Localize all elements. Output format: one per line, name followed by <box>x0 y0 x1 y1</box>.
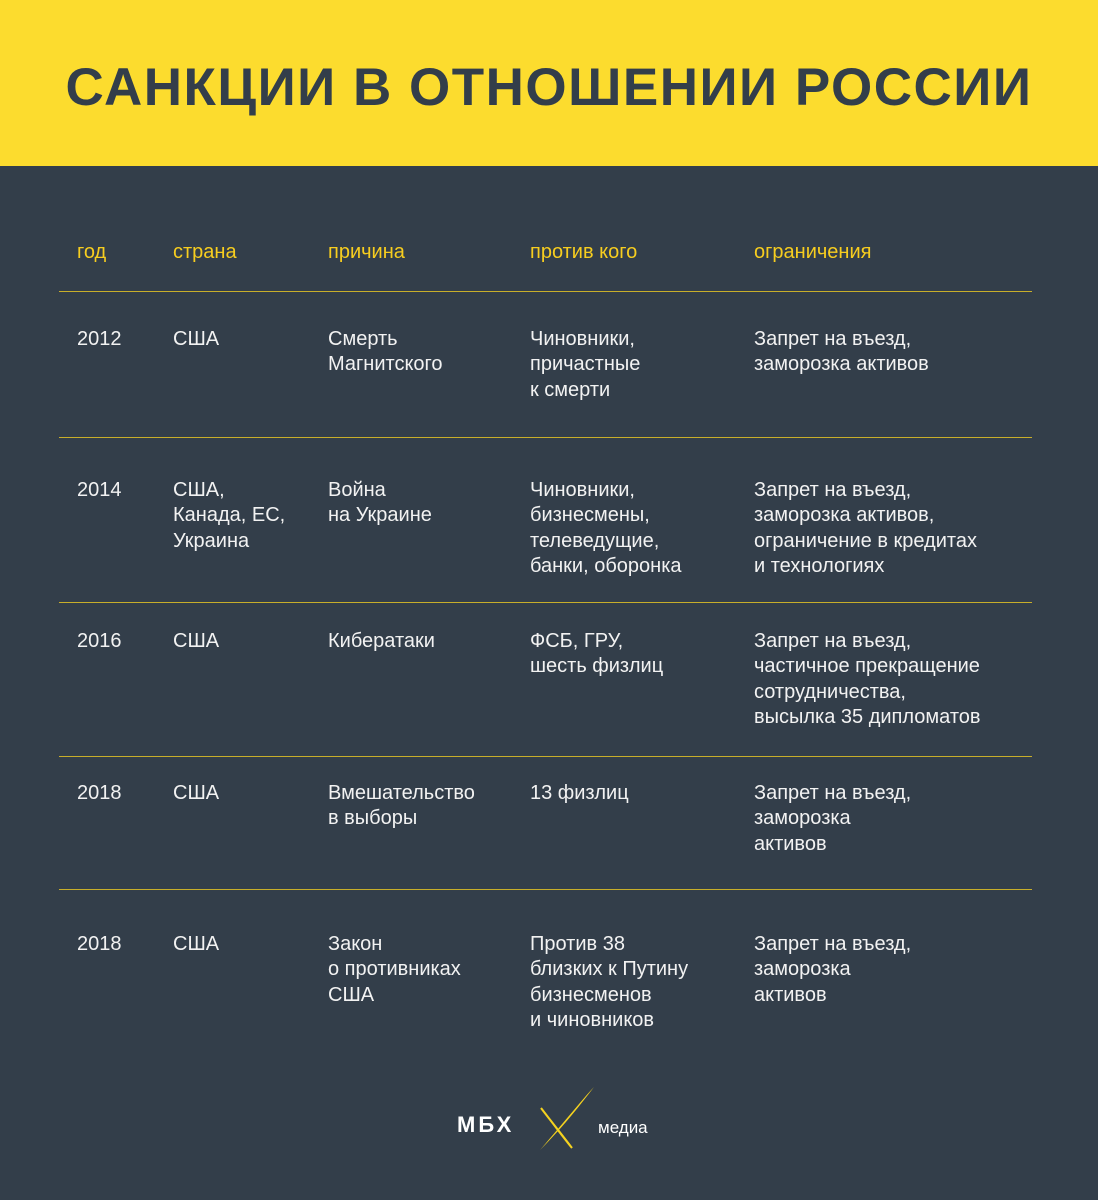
mbh-media-logo <box>456 1086 666 1156</box>
cell-reason: Закон о противниках США <box>328 933 461 1006</box>
logo-subtitle: медиа <box>598 1118 648 1137</box>
cell-restrictions: Запрет на въезд, заморозка активов <box>754 933 912 1006</box>
cell-target: Чиновники, бизнесмены, телеведущие, банки, оборонка <box>530 479 682 577</box>
cell-country: США <box>173 933 220 955</box>
cell-restrictions: Запрет на въезд, заморозка активов <box>754 782 912 855</box>
logo-name: МБХ <box>457 1112 515 1137</box>
cell-year: 2018 <box>77 782 122 804</box>
cell-year: 2016 <box>77 630 122 652</box>
cell-restrictions: Запрет на въезд, заморозка активов <box>754 328 929 376</box>
cell-year: 2014 <box>77 479 122 501</box>
cell-reason: Смерть Магнитского <box>328 328 443 376</box>
page-title: САНКЦИИ В ОТНОШЕНИИ РОССИИ <box>65 58 1033 117</box>
cell-reason: Вмешательство в выборы <box>328 782 475 830</box>
cell-target: Чиновники, причастные к смерти <box>530 328 641 401</box>
cell-target: 13 физлиц <box>530 782 629 804</box>
row-divider <box>59 756 1032 757</box>
row-divider <box>59 602 1032 603</box>
row-divider <box>59 291 1032 292</box>
cell-reason: Кибератаки <box>328 630 435 652</box>
cell-restrictions: Запрет на въезд, заморозка активов, ограничение в кредитах и технологиях <box>754 479 977 577</box>
cell-reason: Война на Украине <box>328 479 432 527</box>
header-target: против кого <box>530 241 638 263</box>
x-logo-icon <box>536 1086 598 1152</box>
title-banner <box>0 0 1098 166</box>
cell-year: 2012 <box>77 328 122 350</box>
row-divider <box>59 889 1032 890</box>
header-restrictions: ограничения <box>754 241 872 263</box>
header-year: год <box>77 241 107 263</box>
header-reason: причина <box>328 241 405 263</box>
row-divider <box>59 437 1032 438</box>
cell-target: Против 38 близких к Путину бизнесменов и чиновников <box>530 933 689 1031</box>
cell-country: США <box>173 328 220 350</box>
header-country: страна <box>173 241 237 263</box>
cell-country: США <box>173 782 220 804</box>
cell-target: ФСБ, ГРУ, шесть физлиц <box>530 630 664 678</box>
cell-country: США <box>173 630 220 652</box>
cell-country: США, Канада, ЕС, Украина <box>173 479 286 552</box>
cell-restrictions: Запрет на въезд, частичное прекращение сотрудничества, высылка 35 дипломатов <box>754 630 981 728</box>
cell-year: 2018 <box>77 933 122 955</box>
